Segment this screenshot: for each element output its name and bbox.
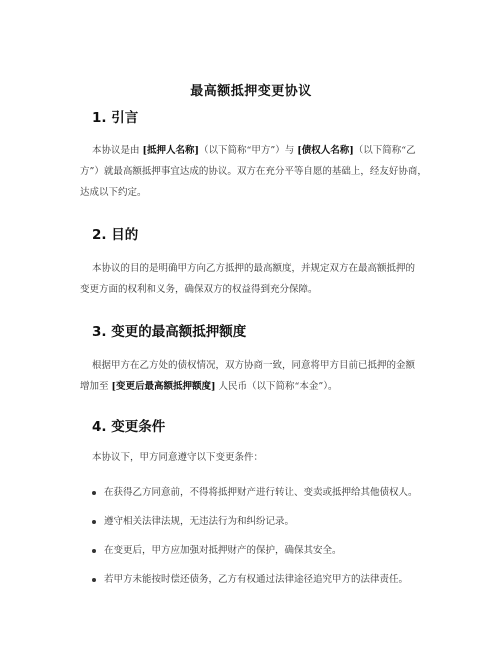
text-run: 增加至 bbox=[80, 381, 112, 392]
list-item-text: 遵守相关法律法规，无违法行为和纠纷记录。 bbox=[104, 516, 295, 527]
text-run: 本协议是由 bbox=[92, 145, 143, 156]
bullet-icon bbox=[92, 491, 96, 495]
text-run: 根据甲方在乙方处的债权情况，双方协商一致，同意将甲方目前已抵押的金额 bbox=[92, 360, 416, 371]
text-run: 本协议的目的是明确甲方向乙方抵押的最高额度，并规定双方在最高额抵押的 bbox=[92, 263, 416, 274]
section-body-introduction bbox=[80, 140, 427, 203]
text-run: 方”）就最高额抵押事宜达成的协议。双方在充分平等自愿的基础上，经友好协商， bbox=[80, 166, 427, 177]
document-title: 最高额抵押变更协议 bbox=[190, 84, 312, 99]
bullet-icon bbox=[92, 578, 96, 582]
paragraph-line bbox=[80, 376, 422, 397]
paragraph-line bbox=[92, 355, 422, 376]
placeholder-creditor-name: [债权人名称] bbox=[297, 145, 354, 156]
section-intro-change-conditions bbox=[92, 447, 422, 468]
list-item-text: 若甲方未能按时偿还债务，乙方有权通过法律途径追究甲方的法律责任。 bbox=[104, 574, 409, 585]
list-item bbox=[92, 573, 432, 602]
paragraph-line bbox=[80, 161, 427, 182]
paragraph-line: 本协议下，甲方同意遵守以下变更条件： bbox=[92, 452, 264, 463]
text-run: （以下简称“甲方”）与 bbox=[199, 145, 298, 156]
placeholder-mortgagor-name: [抵押人名称] bbox=[142, 145, 200, 156]
list-item-text: 在变更后，甲方应加强对抵押财产的保护，确保其安全。 bbox=[104, 545, 342, 556]
section-heading-changed-max-amount: 3. 变更的最高额抵押额度 bbox=[92, 324, 247, 340]
paragraph-line bbox=[92, 140, 422, 161]
list-item bbox=[92, 544, 432, 573]
text-run: 达成以下约定。 bbox=[80, 187, 147, 198]
section-heading-purpose: 2. 目的 bbox=[92, 227, 139, 243]
section-body-purpose bbox=[80, 258, 422, 300]
bullet-icon bbox=[92, 520, 96, 524]
list-item bbox=[92, 515, 432, 544]
paragraph-line bbox=[80, 182, 422, 203]
text-run: 人民币（以下简称“本金”）。 bbox=[215, 381, 338, 392]
section-heading-introduction: 1. 引言 bbox=[92, 110, 139, 126]
list-item-text: 在获得乙方同意前，不得将抵押财产进行转让、变卖或抵押给其他债权人。 bbox=[104, 487, 418, 498]
paragraph-line bbox=[92, 258, 422, 279]
text-run: 变更方面的权利和义务，确保双方的权益得到充分保障。 bbox=[80, 284, 318, 295]
change-conditions-list bbox=[92, 486, 432, 602]
bullet-icon bbox=[92, 549, 96, 553]
placeholder-changed-max-amount: [变更后最高额抵押额度] bbox=[111, 381, 216, 392]
paragraph-line bbox=[80, 279, 422, 300]
section-body-changed-max-amount bbox=[80, 355, 422, 397]
list-item bbox=[92, 486, 432, 515]
section-heading-change-conditions: 4. 变更条件 bbox=[92, 419, 166, 435]
text-run: （以下简称“乙 bbox=[353, 145, 416, 156]
